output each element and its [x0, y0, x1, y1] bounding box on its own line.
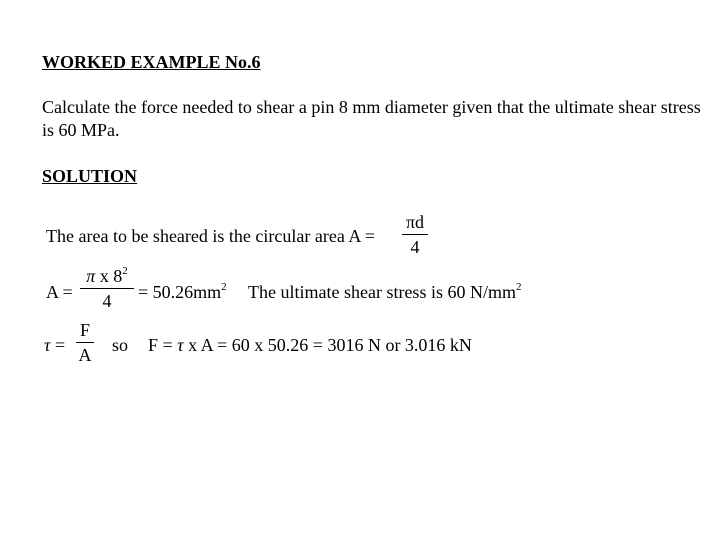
shear-stress-note-exponent: 2	[515, 281, 522, 293]
area-lhs: A =	[46, 282, 73, 302]
stress-fraction-numerator: F	[79, 320, 90, 340]
stress-fraction	[76, 320, 94, 365]
area-calc-numerator	[80, 266, 134, 286]
solution-heading: SOLUTION	[42, 166, 138, 186]
force-lhs: F =	[148, 335, 173, 355]
area-calc-denominator: 4	[102, 291, 112, 311]
force-calculation: x A = 60 x 50.26 = 3016 N or 3.016 kN	[188, 335, 472, 355]
pi-symbol: π	[86, 266, 96, 286]
fraction-bar	[402, 234, 428, 235]
so-word: so	[112, 335, 129, 355]
shear-stress-note	[248, 282, 521, 302]
tau-lhs	[44, 335, 65, 355]
tau-equals: =	[50, 335, 66, 355]
area-calc-numerator-rest: x 8	[95, 266, 123, 286]
area-fraction-denominator: 4	[410, 237, 420, 257]
fraction-bar	[76, 342, 94, 343]
stress-fraction-denominator: A	[78, 345, 92, 365]
problem-statement: Calculate the force needed to shear a pin 8 mm diameter given that the ultimate shear stress is 60 MPa.	[42, 97, 701, 140]
area-fraction-numerator: πd	[405, 212, 425, 232]
area-statement: The area to be sheared is the circular area A =	[46, 226, 375, 246]
area-result	[138, 282, 227, 302]
fraction-bar	[80, 288, 134, 289]
area-fraction	[402, 212, 428, 257]
force-result	[148, 335, 472, 355]
tau-symbol: τ	[44, 335, 51, 355]
area-result-exponent: 2	[221, 281, 227, 293]
shear-stress-note-text: The ultimate shear stress is 60 N/mm	[248, 282, 516, 302]
area-calc-exponent: 2	[122, 265, 128, 277]
area-calc-fraction	[80, 266, 134, 311]
page-title: WORKED EXAMPLE No.6	[42, 52, 261, 72]
area-result-value: = 50.26mm	[138, 282, 222, 302]
tau-symbol: τ	[177, 335, 184, 355]
